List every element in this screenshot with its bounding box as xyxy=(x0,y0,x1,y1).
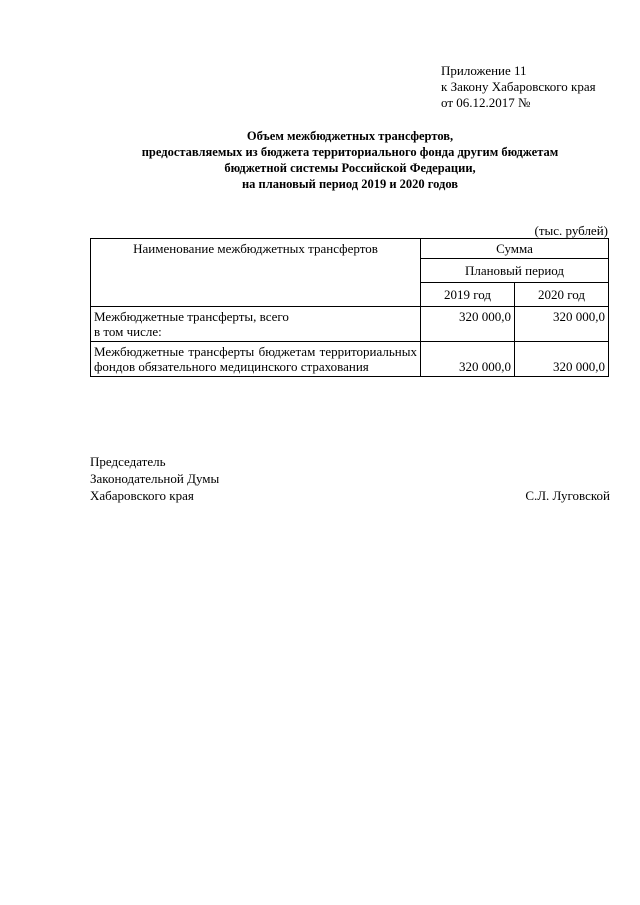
row-total-2020: 320 000,0 xyxy=(515,307,609,342)
row-oms-name: Межбюджетные трансферты бюджетам территориальных фондов обязательного медицинского страхования xyxy=(91,342,421,377)
signature-position-3: Хабаровского края xyxy=(90,488,194,503)
signatory-name: С.Л. Луговской xyxy=(525,488,610,503)
signature-position-2: Законодательной Думы xyxy=(90,471,220,486)
title-line-1: Объем межбюджетных трансфертов, xyxy=(246,129,454,143)
title-line-2: предоставляемых из бюджета территориального фонда другим бюджетам xyxy=(141,145,559,159)
title-line-4: на плановый период 2019 и 2020 годов xyxy=(241,177,459,191)
unit-label: (тыс. рублей) xyxy=(534,223,608,238)
header-period-cell: Плановый период xyxy=(421,259,609,283)
row-total-name-line-1: Межбюджетные трансферты, всего xyxy=(94,309,289,324)
appendix-number: Приложение 11 xyxy=(441,63,527,78)
signature-position-1: Председатель xyxy=(90,454,166,469)
row-total-name-line-2: в том числе: xyxy=(94,324,162,339)
table-row xyxy=(91,342,609,377)
header-year-2019: 2019 год xyxy=(421,283,515,307)
header-name-cell: Наименование межбюджетных трансфертов xyxy=(91,239,421,307)
table-header-row-1 xyxy=(91,239,609,259)
document-title xyxy=(90,128,610,192)
row-oms-2020: 320 000,0 xyxy=(515,342,609,377)
transfers-table xyxy=(90,238,609,377)
row-total-name xyxy=(91,307,421,342)
signature-row xyxy=(90,487,610,504)
header-year-2020: 2020 год xyxy=(515,283,609,307)
appendix-block xyxy=(441,63,596,111)
appendix-law: к Закону Хабаровского края xyxy=(441,79,596,94)
table-row xyxy=(91,307,609,342)
header-sum-cell: Сумма xyxy=(421,239,609,259)
signature-block xyxy=(90,453,610,504)
row-oms-2019: 320 000,0 xyxy=(421,342,515,377)
row-total-2019: 320 000,0 xyxy=(421,307,515,342)
appendix-date: от 06.12.2017 № xyxy=(441,95,531,110)
title-line-3: бюджетной системы Российской Федерации, xyxy=(224,161,476,175)
